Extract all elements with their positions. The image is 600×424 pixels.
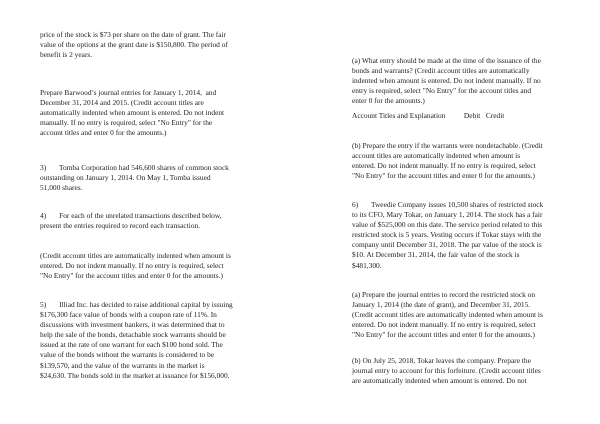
journal-table-header: Account Titles and Explanation Debit Credit [352,111,505,120]
paragraph-credit-instructions: (Credit account titles are automatically indented when amount is entered. Do not indent manually. If no entry is required, select "No Entry" for the account titles and enter 0 for the amounts.) [40,251,231,281]
paragraph-problem-4: 4) For each of the unrelated transactions described below, present the entries required to record each transaction. [40,211,222,231]
paragraph-barwood-instructions: Prepare Barwood’s journal entries for January 1, 2014, and December 31, 2014 and 2015. (Credit account titles are automatically indented when amount is entered. Do not indent manually. If no entry is required, select "No Entry" for the account titles and enter 0 for the amounts.) [40,88,225,138]
paragraph-question-5b: (b) Prepare the entry if the warrants were nondetachable. (Credit account titles are automatically indented when amount is entered. Do not indent manually. If no entry is required, select "No Entry" for the account titles and enter 0 for the amounts.) [352,141,543,181]
paragraph-question-6a: (a) Prepare the journal entries to record the restricted stock on January 1, 2014 (the date of grant), and December 31, 2015. (Credit account titles are automatically indented when amount is entered. Do not indent manually. If no entry is required, select "No Entry" for the account titles and enter 0 for the amounts.) [352,290,543,340]
paragraph-option-grant-values: price of the stock is $73 per share on the date of grant. The fair value of the options at the grant date is $150,800. The period of benefit is 2 years. [40,30,228,60]
paragraph-problem-5-illiad: 5) Illiad Inc. has decided to raise additional capital by issuing $176,300 face value of bonds with a coupon rate of 11%. In discussions with investment bankers, it was determined that to help the sale of the bonds, detachable stock warrants should be issued at the rate of one warrant for each $100 bond sold. The value of the bonds without the warrants is considered to be $139,570, and the value of the warrants in the market is $24,630. The bonds sold in the market at issuance for $156,000. [40,300,233,380]
paragraph-question-5a: (a) What entry should be made at the time of the issuance of the bonds and warrants? (Credit account titles are automatically indented when amount is entered. Do not indent manually. If no entry is required, select "No Entry" for the account titles and enter 0 for the amounts.) [352,56,541,106]
paragraph-question-6b: (b) On July 25, 2018, Tokar leaves the company. Prepare the journal entry to account for this forfeiture. (Credit account titles are automatically indented when amount is entered. Do not [352,356,541,386]
paragraph-problem-6-tweedie: 6) Tweedie Company issues 10,500 shares of restricted stock to its CFO, Mary Tokar, on January 1, 2014. The stock has a fair value of $525,000 on this date. The service period related to this restricted stock is 5 years. Vesting occurs if Tokar stays with the company until December 31, 2018. The par value of the stock is $10. At December 31, 2014, the fair value of the stock is $481,300. [352,200,544,270]
paragraph-problem-3-tomba: 3) Tomba Corporation had 546,600 shares of common stock outstanding on January 1, 2014. On May 1, Tomba issued 51,000 shares. [40,163,229,193]
